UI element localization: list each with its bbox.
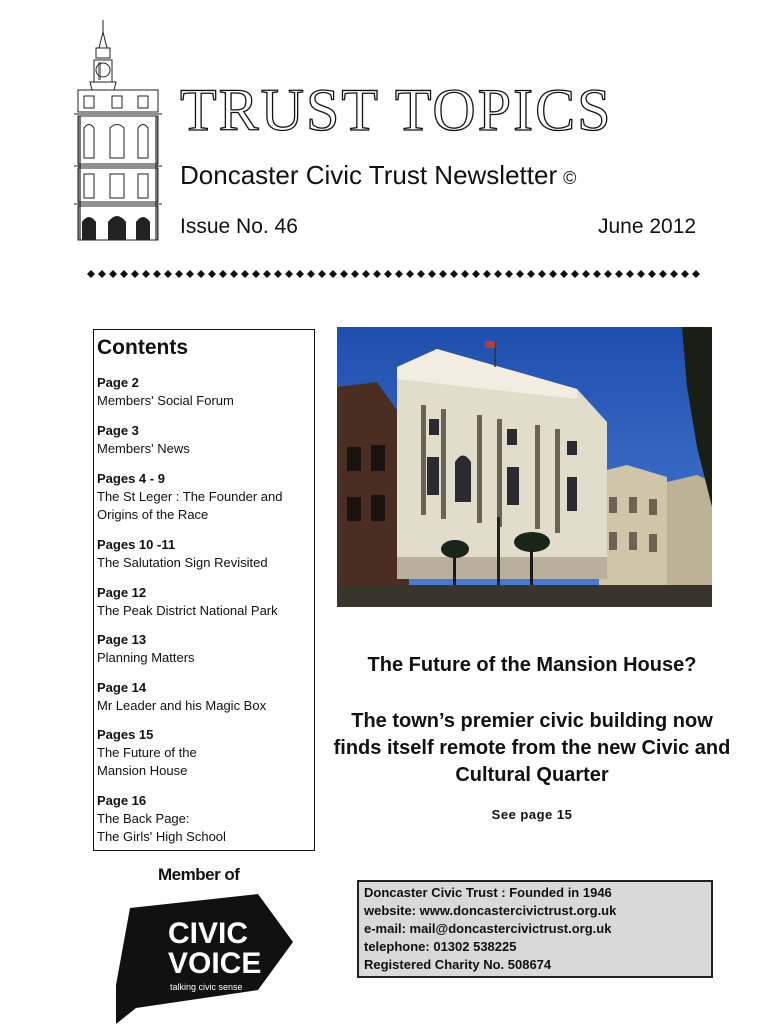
diamond-mark: [538, 270, 546, 278]
diamond-mark: [406, 270, 414, 278]
entry-desc: The Peak District National Park: [97, 603, 278, 618]
contents-entry: [97, 536, 268, 572]
issue-date: June 2012: [598, 215, 697, 238]
diamond-mark: [472, 270, 480, 278]
diamond-mark: [351, 270, 359, 278]
diamond-mark: [175, 270, 183, 278]
newsletter-title: TRUST TOPICS: [180, 77, 613, 143]
mansion-house-photo: [337, 327, 712, 607]
issue-number: Issue No. 46: [180, 215, 298, 238]
contents-entry: [97, 374, 234, 410]
diamond-mark: [131, 270, 139, 278]
diamond-mark: [692, 270, 700, 278]
diamond-mark: [197, 270, 205, 278]
entry-desc: Members' Social Forum: [97, 393, 234, 408]
feature-subheading: The town’s premier civic building now finds itself remote from the new Civic and Cultural Quarter: [333, 710, 731, 786]
diamond-mark: [439, 270, 447, 278]
diamond-mark: [494, 270, 502, 278]
entry-page: Page 2: [97, 375, 139, 390]
diamond-mark: [164, 270, 172, 278]
contents-entry: [97, 679, 266, 715]
civic-voice-logo: [108, 890, 298, 1024]
diamond-mark: [681, 270, 689, 278]
contents-entry: [97, 422, 190, 458]
diamond-mark: [395, 270, 403, 278]
diamond-mark: [241, 270, 249, 278]
contents-box: [93, 329, 315, 851]
contents-entry: [97, 792, 226, 846]
entry-desc: The Back Page: The Girls' High School: [97, 811, 226, 844]
feature-heading: The Future of the Mansion House?: [367, 654, 697, 676]
diamond-mark: [329, 270, 337, 278]
diamond-mark: [417, 270, 425, 278]
diamond-mark: [252, 270, 260, 278]
diamond-mark: [670, 270, 678, 278]
entry-page: Page 13: [97, 632, 147, 647]
diamond-mark: [450, 270, 458, 278]
newsletter-subtitle: [180, 160, 576, 191]
diamond-mark: [637, 270, 645, 278]
contents-entry: [97, 726, 197, 780]
diamond-mark: [659, 270, 667, 278]
diamond-mark: [560, 270, 568, 278]
entry-page: Page 12: [97, 585, 147, 600]
diamond-mark: [461, 270, 469, 278]
diamond-mark: [274, 270, 282, 278]
diamond-mark: [648, 270, 656, 278]
diamond-mark: [340, 270, 348, 278]
logo-line1: CIVIC: [168, 917, 249, 950]
info-line-email: e-mail: mail@doncastercivictrust.org.uk: [364, 921, 612, 936]
contents-entry: [97, 584, 278, 620]
diamond-mark: [263, 270, 271, 278]
diamond-mark: [153, 270, 161, 278]
diamond-mark: [373, 270, 381, 278]
diamond-mark: [208, 270, 216, 278]
member-of-label: Member of: [158, 865, 240, 884]
diamond-mark: [384, 270, 392, 278]
entry-page: Page 16: [97, 793, 147, 808]
logo-tagline: talking civic sense: [170, 982, 243, 992]
entry-desc: Mr Leader and his Magic Box: [97, 698, 267, 713]
diamond-mark: [483, 270, 491, 278]
diamond-divider: [86, 268, 706, 280]
entry-desc: Planning Matters: [97, 650, 195, 665]
diamond-mark: [549, 270, 557, 278]
info-line-telephone: telephone: 01302 538225: [364, 939, 517, 954]
entry-desc: The Future of the Mansion House: [97, 745, 197, 778]
contents-entry: [97, 470, 283, 524]
contents-entry: [97, 631, 195, 667]
contents-title: Contents: [97, 336, 188, 359]
copyright-mark: ©: [563, 168, 577, 188]
tower-illustration: [70, 18, 164, 243]
diamond-mark: [362, 270, 370, 278]
entry-page: Pages 15: [97, 727, 154, 742]
diamond-mark: [428, 270, 436, 278]
info-line-charity: Registered Charity No. 508674: [364, 957, 552, 972]
diamond-mark: [285, 270, 293, 278]
info-line-website: website: www.doncastercivictrust.org.uk: [364, 903, 617, 918]
diamond-mark: [318, 270, 326, 278]
diamond-mark: [98, 270, 106, 278]
diamond-mark: [230, 270, 238, 278]
diamond-mark: [582, 270, 590, 278]
logo-line2: VOICE: [168, 947, 262, 980]
diamond-mark: [516, 270, 524, 278]
entry-desc: Members' News: [97, 441, 190, 456]
diamond-mark: [571, 270, 579, 278]
diamond-mark: [593, 270, 601, 278]
see-page-note: See page 15: [491, 807, 573, 822]
diamond-mark: [527, 270, 535, 278]
contact-info-box: [357, 880, 713, 978]
diamond-mark: [109, 270, 117, 278]
entry-page: Pages 10 -11: [97, 537, 176, 552]
diamond-mark: [120, 270, 128, 278]
diamond-mark: [626, 270, 634, 278]
diamond-mark: [296, 270, 304, 278]
entry-page: Pages 4 - 9: [97, 471, 165, 486]
diamond-mark: [307, 270, 315, 278]
entry-page: Page 14: [97, 680, 147, 695]
info-line-founded: Doncaster Civic Trust : Founded in 1946: [364, 885, 612, 900]
entry-page: Page 3: [97, 423, 139, 438]
diamond-mark: [604, 270, 612, 278]
diamond-mark: [505, 270, 513, 278]
diamond-mark: [87, 270, 95, 278]
entry-desc: The St Leger : The Founder and Origins of the Race: [97, 489, 283, 522]
entry-desc: The Salutation Sign Revisited: [97, 555, 268, 570]
diamond-mark: [615, 270, 623, 278]
diamond-mark: [219, 270, 227, 278]
subtitle-text: Doncaster Civic Trust Newsletter: [180, 160, 558, 190]
diamond-mark: [186, 270, 194, 278]
diamond-mark: [142, 270, 150, 278]
